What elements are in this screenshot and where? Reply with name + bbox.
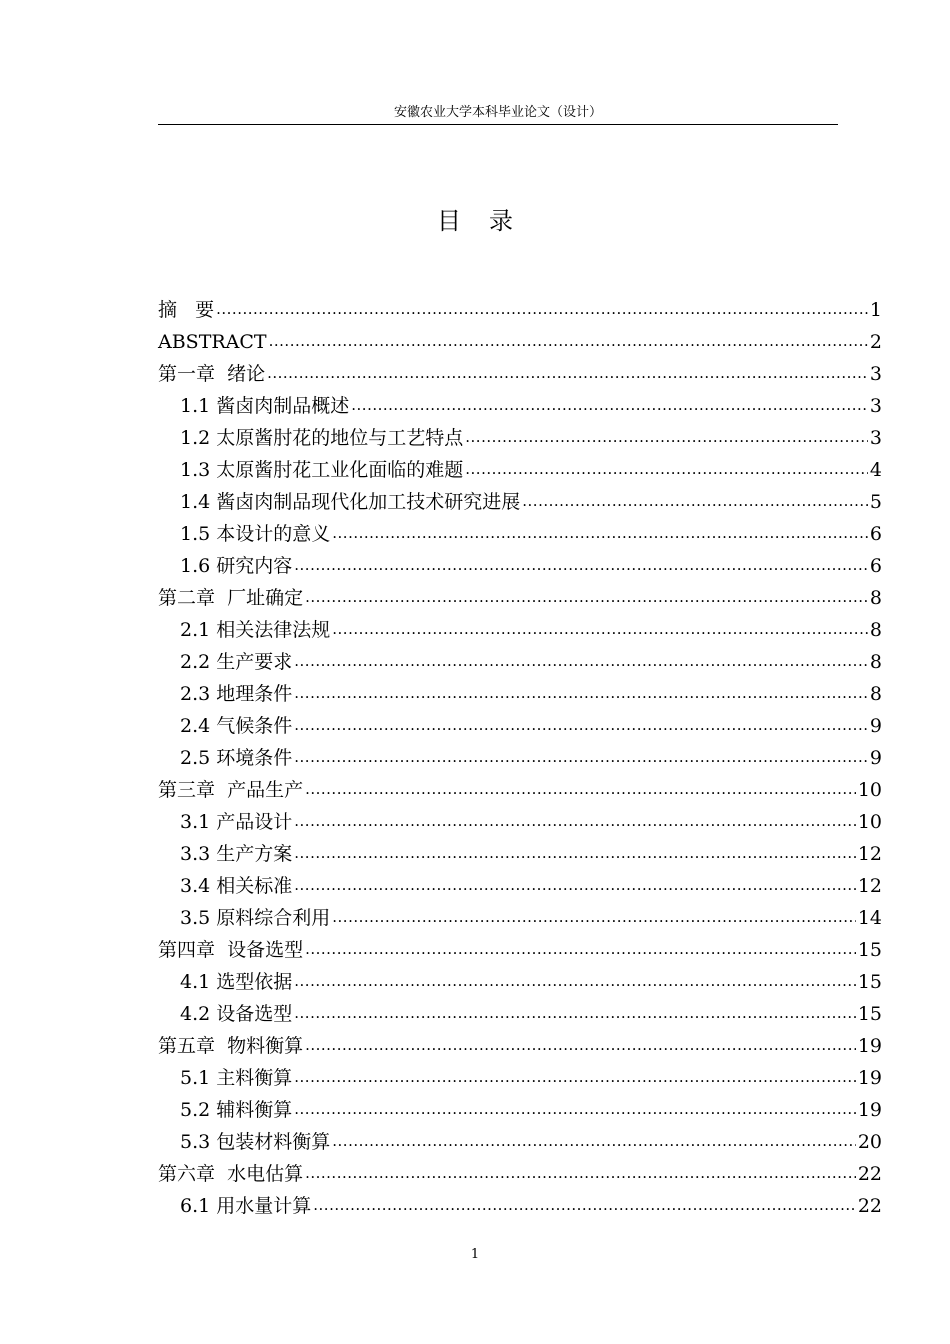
toc-dot-leader <box>332 617 868 641</box>
toc-entry-page: 5 <box>869 491 882 513</box>
toc-entry-label: 3.4 相关标准 <box>180 875 293 897</box>
toc-entry-page: 3 <box>869 363 882 385</box>
toc-entry-page: 15 <box>857 1003 882 1025</box>
toc-entry-page: 6 <box>869 555 882 577</box>
toc-dot-leader <box>294 1001 856 1025</box>
toc-entry-label: 1.1 酱卤肉制品概述 <box>180 395 350 417</box>
toc-entry-label: 1.6 研究内容 <box>180 555 293 577</box>
toc-entry[interactable] <box>158 612 882 644</box>
header-rule <box>158 124 838 125</box>
toc-entry[interactable] <box>158 804 882 836</box>
toc-entry-label: 2.2 生产要求 <box>180 651 293 673</box>
toc-entry-page: 3 <box>869 427 882 449</box>
toc-entry[interactable] <box>158 996 882 1028</box>
toc-entry-page: 10 <box>857 779 882 801</box>
toc-entry[interactable] <box>158 644 882 676</box>
toc-entry-page: 14 <box>857 907 882 929</box>
toc-entry[interactable] <box>158 1028 882 1060</box>
toc-dot-leader <box>305 585 868 609</box>
toc-entry-page: 8 <box>869 683 882 705</box>
toc-entry-label: 2.5 环境条件 <box>180 747 293 769</box>
toc-entry-page: 15 <box>857 971 882 993</box>
toc-entry[interactable] <box>158 1188 882 1220</box>
toc-entry-page: 8 <box>869 587 882 609</box>
toc-dot-leader <box>269 329 868 353</box>
toc-entry[interactable] <box>158 1092 882 1124</box>
toc-entry[interactable] <box>158 1060 882 1092</box>
toc-entry[interactable] <box>158 740 882 772</box>
toc-entry[interactable] <box>158 708 882 740</box>
toc-entry-page: 22 <box>857 1163 882 1185</box>
toc-entry-page: 4 <box>869 459 882 481</box>
toc-entry-label: 5.3 包装材料衡算 <box>180 1131 331 1153</box>
toc-entry-label: 5.1 主料衡算 <box>180 1067 293 1089</box>
toc-entry[interactable] <box>158 932 882 964</box>
toc-entry-page: 19 <box>857 1067 882 1089</box>
toc-entry[interactable] <box>158 452 882 484</box>
toc-entry-page: 8 <box>869 651 882 673</box>
toc-entry[interactable] <box>158 964 882 996</box>
toc-entry-label: 1.2 太原酱肘花的地位与工艺特点 <box>180 427 464 449</box>
toc-entry[interactable] <box>158 900 882 932</box>
toc-entry[interactable] <box>158 868 882 900</box>
toc-dot-leader <box>465 457 868 481</box>
toc-entry[interactable] <box>158 676 882 708</box>
toc-entry[interactable] <box>158 580 882 612</box>
toc-entry-page: 6 <box>869 523 882 545</box>
toc-entry-label: 1.5 本设计的意义 <box>180 523 331 545</box>
toc-entry[interactable] <box>158 548 882 580</box>
toc-entry[interactable] <box>158 836 882 868</box>
toc-entry-label: 5.2 辅料衡算 <box>180 1099 293 1121</box>
toc-entry[interactable] <box>158 1124 882 1156</box>
toc-entry-label: 3.1 产品设计 <box>180 811 293 833</box>
toc-entry-page: 8 <box>869 619 882 641</box>
toc-dot-leader <box>294 649 868 673</box>
toc-entry-page: 2 <box>869 331 882 353</box>
toc-entry[interactable] <box>158 420 882 452</box>
toc-entry-page: 10 <box>857 811 882 833</box>
toc-dot-leader <box>294 809 856 833</box>
page-number: 1 <box>470 1247 480 1262</box>
toc-dot-leader <box>294 969 856 993</box>
toc-dot-leader <box>294 841 856 865</box>
toc-dot-leader <box>332 521 868 545</box>
toc-entry-label: 1.3 太原酱肘花工业化面临的难题 <box>180 459 464 481</box>
toc-entry-label: ABSTRACT <box>158 331 267 353</box>
toc-dot-leader <box>332 1129 856 1153</box>
toc-entry[interactable] <box>158 1156 882 1188</box>
toc-entry[interactable] <box>158 772 882 804</box>
toc-entry-label: 1.4 酱卤肉制品现代化加工技术研究进展 <box>180 491 521 513</box>
toc-entry-page: 19 <box>857 1099 882 1121</box>
toc-entry-page: 15 <box>857 939 882 961</box>
toc-entry-page: 3 <box>869 395 882 417</box>
toc-dot-leader <box>294 745 868 769</box>
toc-entry-label: 4.2 设备选型 <box>180 1003 293 1025</box>
toc-entry[interactable] <box>158 292 882 324</box>
toc-entry[interactable] <box>158 388 882 420</box>
toc-dot-leader <box>294 873 856 897</box>
toc-entry[interactable] <box>158 324 882 356</box>
toc-dot-leader <box>294 1065 856 1089</box>
toc-entry-label: 第四章 设备选型 <box>158 939 304 961</box>
toc-dot-leader <box>351 393 868 417</box>
toc-entry-page: 22 <box>857 1195 882 1217</box>
toc-entry-label: 6.1 用水量计算 <box>180 1195 312 1217</box>
toc-dot-leader <box>522 489 868 513</box>
toc-entry-label: 3.5 原料综合利用 <box>180 907 331 929</box>
toc-entry-label: 4.1 选型依据 <box>180 971 293 993</box>
toc-dot-leader <box>305 937 856 961</box>
toc-entry-page: 19 <box>857 1035 882 1057</box>
toc-entry-label: 第二章 厂址确定 <box>158 587 304 609</box>
table-of-contents <box>158 292 882 1220</box>
toc-dot-leader <box>305 1033 856 1057</box>
toc-entry-label: 第一章 绪论 <box>158 363 266 385</box>
toc-entry-label: 2.1 相关法律法规 <box>180 619 331 641</box>
toc-entry-page: 9 <box>869 715 882 737</box>
toc-entry[interactable] <box>158 484 882 516</box>
toc-entry-label: 2.3 地理条件 <box>180 683 293 705</box>
toc-dot-leader <box>294 1097 856 1121</box>
toc-entry[interactable] <box>158 516 882 548</box>
toc-entry-label: 第六章 水电估算 <box>158 1163 304 1185</box>
running-header: 安徽农业大学本科毕业论文（设计） <box>393 105 602 120</box>
toc-dot-leader <box>305 777 856 801</box>
toc-entry-label: 3.3 生产方案 <box>180 843 293 865</box>
toc-dot-leader <box>332 905 856 929</box>
toc-entry-label: 第五章 物料衡算 <box>158 1035 304 1057</box>
toc-entry-page: 9 <box>869 747 882 769</box>
toc-dot-leader <box>294 681 868 705</box>
toc-dot-leader <box>305 1161 856 1185</box>
toc-entry[interactable] <box>158 356 882 388</box>
toc-entry-page: 12 <box>857 875 882 897</box>
toc-title: 目录 <box>437 207 541 235</box>
toc-dot-leader <box>216 297 868 321</box>
toc-entry-page: 12 <box>857 843 882 865</box>
toc-entry-label: 2.4 气候条件 <box>180 715 293 737</box>
toc-dot-leader <box>267 361 868 385</box>
toc-dot-leader <box>313 1193 856 1217</box>
toc-entry-page: 1 <box>869 299 882 321</box>
toc-entry-label: 第三章 产品生产 <box>158 779 304 801</box>
toc-dot-leader <box>294 553 868 577</box>
toc-entry-label: 摘 要 <box>158 299 215 321</box>
toc-dot-leader <box>465 425 868 449</box>
toc-entry-page: 20 <box>857 1131 882 1153</box>
toc-dot-leader <box>294 713 868 737</box>
